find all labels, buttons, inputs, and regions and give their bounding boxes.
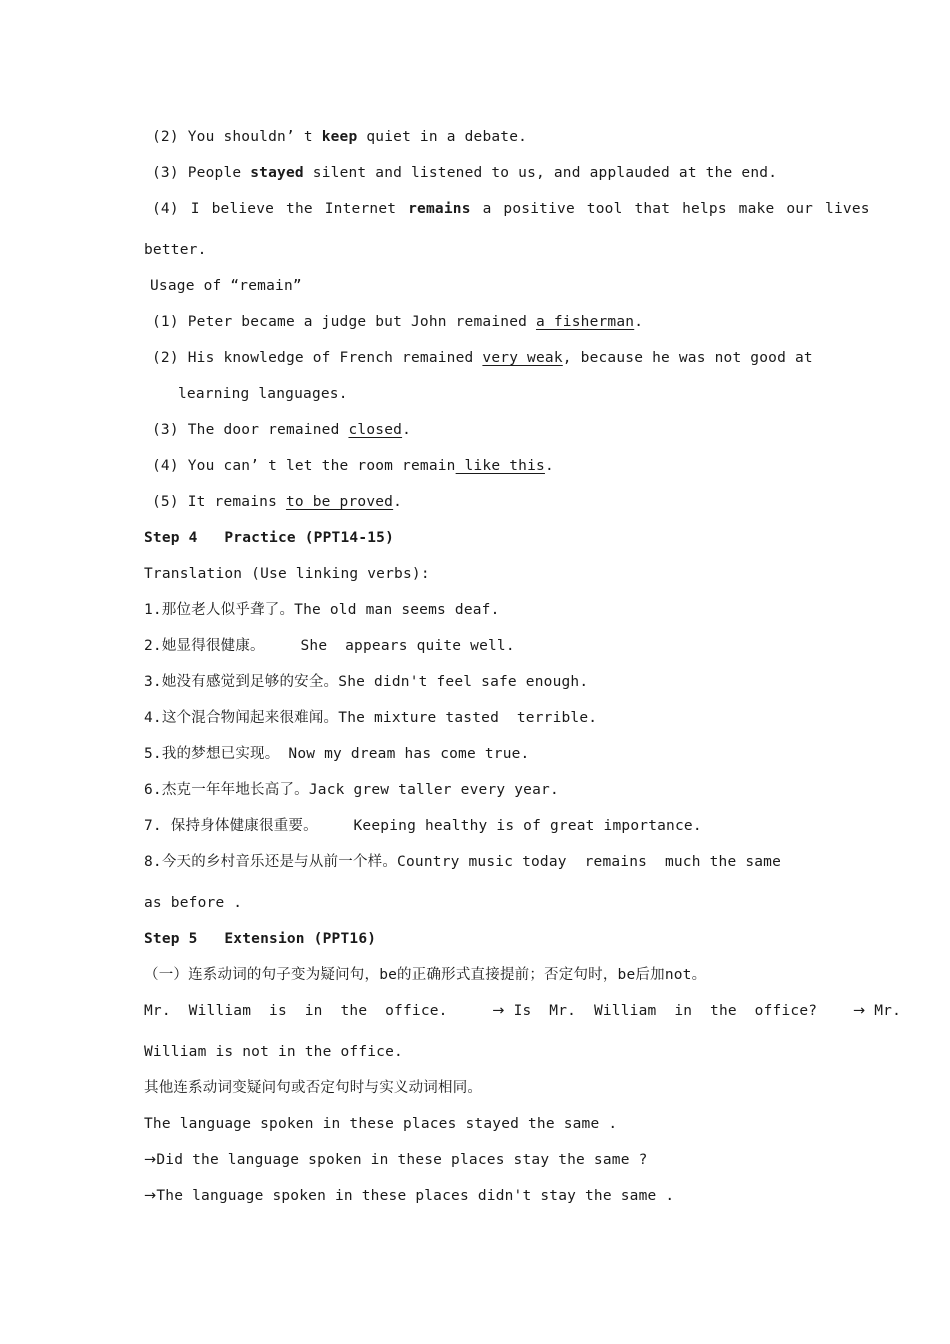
extension-example-1: Mr. William is in the office. → Is Mr. William in the office? → Mr.	[144, 1003, 902, 1019]
extension-rule-2: 其他连系动词变疑问句或否定句时与实义动词相同。	[144, 1080, 483, 1096]
usage-item-2: (2) His knowledge of French remained very weak, because he was not good at	[152, 350, 813, 366]
example-4-continuation: better.	[144, 242, 207, 258]
translation-item-8-continuation: as before .	[144, 895, 243, 911]
translation-item-4: 4.这个混合物闻起来很难闻。The mixture tasted terrible.	[144, 710, 598, 726]
example-2: (2) You shouldn’ t keep quiet in a debate.	[152, 129, 528, 145]
arrow-icon: →	[144, 1188, 157, 1204]
step4-heading: Step 4 Practice (PPT14-15)	[144, 530, 395, 546]
translation-item-8: 8.今天的乡村音乐还是与从前一个样。Country music today remains much the same	[144, 854, 782, 870]
arrow-icon: →	[492, 1003, 505, 1019]
extension-example-1-continuation: William is not in the office.	[144, 1044, 403, 1060]
usage-title: Usage of “remain”	[150, 278, 302, 294]
step5-heading: Step 5 Extension (PPT16)	[144, 931, 377, 947]
usage-item-4: (4) You can’ t let the room remain like this.	[152, 458, 554, 474]
extension-example-2-question: →Did the language spoken in these places stay the same ?	[144, 1152, 648, 1168]
usage-item-1: (1) Peter became a judge but John remained a fisherman.	[152, 314, 644, 330]
usage-item-3: (3) The door remained closed.	[152, 422, 411, 438]
example-3: (3) People stayed silent and listened to us, and applauded at the end.	[152, 165, 778, 181]
extension-example-2: The language spoken in these places stayed the same .	[144, 1116, 618, 1132]
translation-item-7: 7. 保持身体健康很重要。 Keeping healthy is of great importance.	[144, 818, 702, 834]
translation-item-3: 3.她没有感觉到足够的安全。She didn't feel safe enough.	[144, 674, 589, 690]
extension-rule-1: （一）连系动词的句子变为疑问句，be的正确形式直接提前；否定句时，be后加not。	[144, 967, 707, 983]
usage-item-5: (5) It remains to be proved.	[152, 494, 403, 510]
extension-example-2-negative: →The language spoken in these places didn't stay the same .	[144, 1188, 675, 1204]
example-4: (4) I believe the Internet remains a positive tool that helps make our lives	[152, 201, 870, 217]
translation-item-1: 1.那位老人似乎聋了。The old man seems deaf.	[144, 602, 500, 618]
translation-item-2: 2.她显得很健康。 She appears quite well.	[144, 638, 515, 654]
step4-intro: Translation (Use linking verbs):	[144, 566, 430, 582]
arrow-icon: →	[852, 1003, 866, 1019]
arrow-icon: →	[144, 1152, 157, 1168]
translation-item-5: 5.我的梦想已实现。 Now my dream has come true.	[144, 746, 530, 762]
usage-item-2-continuation: learning languages.	[178, 386, 348, 402]
translation-item-6: 6.杰克一年年地长高了。Jack grew taller every year.	[144, 782, 559, 798]
